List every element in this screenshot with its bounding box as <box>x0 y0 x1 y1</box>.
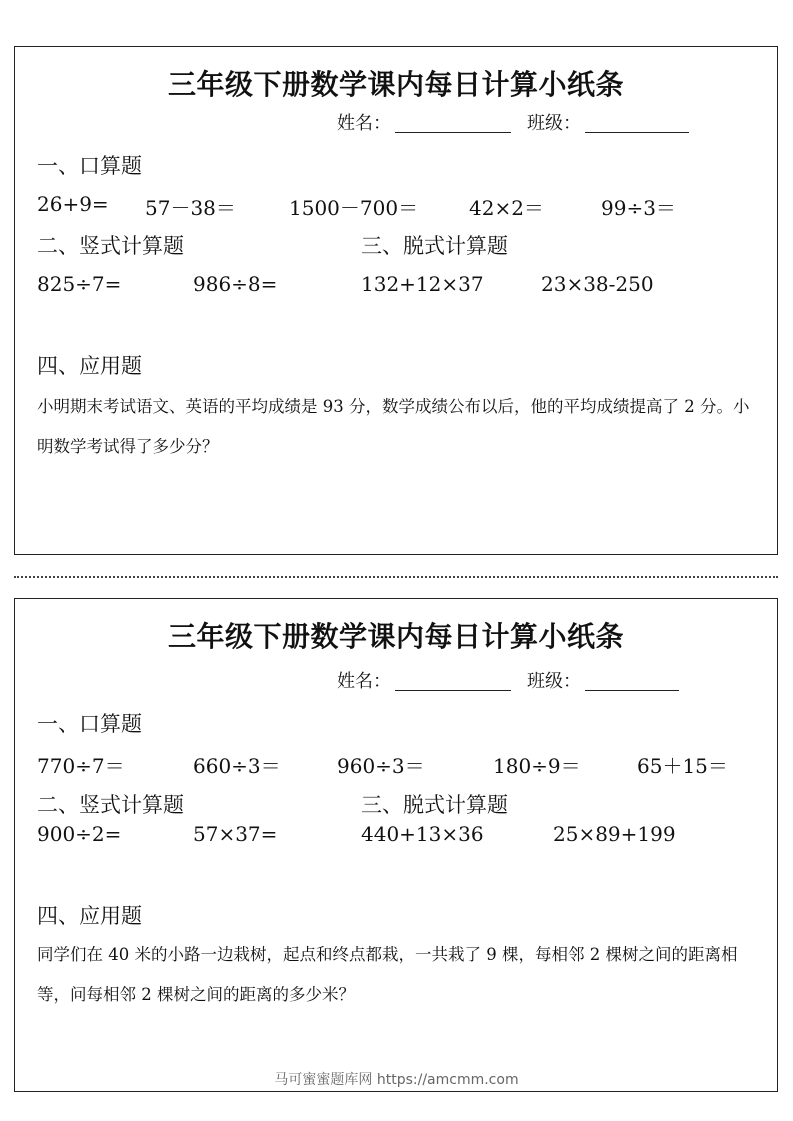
worksheet-card-2 <box>14 598 778 1092</box>
oral-problem: 99÷3＝ <box>601 196 676 220</box>
vertical-problem: 825÷7= <box>37 272 122 296</box>
vertical-problem: 57×37= <box>193 822 278 846</box>
name-blank[interactable] <box>395 672 511 691</box>
name-label: 姓名： <box>337 671 391 692</box>
cut-line-divider <box>14 576 778 578</box>
oral-heading: 一、口算题 <box>37 154 142 178</box>
oral-problem: 26+9= <box>37 192 109 216</box>
oral-problem: 57－38＝ <box>145 196 236 220</box>
oral-problem: 960÷3＝ <box>337 754 425 778</box>
class-blank[interactable] <box>585 672 679 691</box>
step-problem: 440+13×36 <box>361 822 484 846</box>
oral-problem: 42×2＝ <box>469 196 544 220</box>
oral-problem: 180÷9＝ <box>493 754 581 778</box>
vertical-heading: 二、竖式计算题 <box>37 793 184 817</box>
oral-problem: 660÷3＝ <box>193 754 281 778</box>
step-heading: 三、脱式计算题 <box>361 234 508 258</box>
vertical-problem: 986÷8= <box>193 272 278 296</box>
name-field-row <box>337 667 511 693</box>
step-problem: 132+12×37 <box>361 272 484 296</box>
class-blank[interactable] <box>585 114 689 133</box>
application-problem: 小明期末考试语文、英语的平均成绩是 93 分，数学成绩公布以后，他的平均成绩提高了 2 分。小明数学考试得了多少分？ <box>37 397 750 456</box>
application-problem: 同学们在 40 米的小路一边栽树，起点和终点都栽，一共栽了 9 棵，每相邻 2 棵树之间的距离相等，问每相邻 2 棵树之间的距离的多少米？ <box>37 945 738 1004</box>
class-field-row <box>527 667 679 693</box>
application-heading: 四、应用题 <box>37 904 142 928</box>
oral-problem: 65＋15＝ <box>637 754 728 778</box>
step-problem: 25×89+199 <box>553 822 676 846</box>
oral-problem: 1500－700＝ <box>289 196 419 220</box>
name-blank[interactable] <box>395 114 511 133</box>
application-heading: 四、应用题 <box>37 354 142 378</box>
footer-watermark: 马可蜜蜜题库网 https://amcmm.com <box>274 1072 519 1088</box>
step-problem: 23×38-250 <box>541 272 654 296</box>
class-field-row <box>527 109 689 135</box>
vertical-problem: 900÷2= <box>37 822 122 846</box>
oral-heading: 一、口算题 <box>37 712 142 736</box>
card-title: 三年级下册数学课内每日计算小纸条 <box>167 620 624 653</box>
class-label: 班级： <box>527 113 581 134</box>
card-title: 三年级下册数学课内每日计算小纸条 <box>167 68 624 101</box>
oral-problem: 770÷7＝ <box>37 754 125 778</box>
step-heading: 三、脱式计算题 <box>361 793 508 817</box>
worksheet-card-1 <box>14 46 778 555</box>
name-field-row <box>337 109 511 135</box>
name-label: 姓名： <box>337 113 391 134</box>
vertical-heading: 二、竖式计算题 <box>37 234 184 258</box>
class-label: 班级： <box>527 671 581 692</box>
